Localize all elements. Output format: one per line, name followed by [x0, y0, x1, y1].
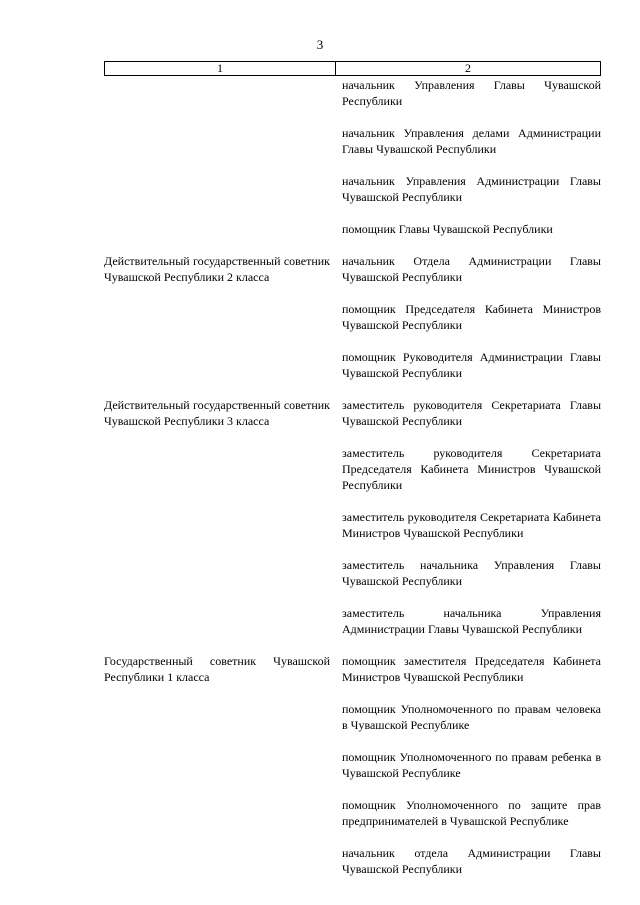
positions-cell [342, 397, 601, 653]
position-item: помощник Руководителя Администрации Главы Чувашской Республики [342, 350, 601, 380]
position-item: помощник Уполномоченного по правам человека в Чувашской Республике [342, 702, 601, 732]
position-item: помощник заместителя Председателя Кабинета Министров Чувашской Республики [342, 654, 601, 684]
table-body [104, 77, 601, 893]
position-item: начальник Управления делами Администрации Главы Чувашской Республики [342, 126, 601, 156]
positions-cell [342, 653, 601, 893]
column-1-header: 1 [105, 62, 336, 75]
positions-cell [342, 253, 601, 397]
table-row [104, 253, 601, 397]
position-item: начальник Отдела Администрации Главы Чувашской Республики [342, 254, 601, 284]
position-item: начальник Управления Главы Чувашской Республики [342, 78, 601, 108]
position-item: помощник Уполномоченного по правам ребенка в Чувашской Республике [342, 750, 601, 780]
position-item: помощник Председателя Кабинета Министров Чувашской Республики [342, 302, 601, 332]
table-row [104, 77, 601, 253]
table-header [104, 61, 601, 76]
positions-cell [342, 77, 601, 253]
table-row [104, 653, 601, 893]
rank-cell: Действительный государственный советник Чувашской Республики 3 класса [104, 398, 330, 428]
table-row [104, 397, 601, 653]
position-item: начальник Управления Администрации Главы Чувашской Республики [342, 174, 601, 204]
rank-cell [104, 77, 342, 253]
rank-cell: Государственный советник Чувашской Республики 1 класса [104, 654, 330, 684]
column-2-header: 2 [465, 61, 471, 75]
position-item: заместитель начальника Управления Главы Чувашской Республики [342, 558, 601, 588]
position-item: заместитель руководителя Секретариата Кабинета Министров Чувашской Республики [342, 510, 601, 540]
position-item: заместитель руководителя Секретариата Председателя Кабинета Министров Чувашской Республики [342, 446, 601, 492]
position-item: помощник Уполномоченного по защите прав предпринимателей в Чувашской Республике [342, 798, 601, 828]
position-item: начальник отдела Администрации Главы Чувашской Республики [342, 846, 601, 876]
position-item: заместитель руководителя Секретариата Главы Чувашской Республики [342, 398, 601, 428]
position-item: заместитель начальника Управления Администрации Главы Чувашской Республики [342, 606, 601, 636]
position-item: помощник Главы Чувашской Республики [342, 222, 553, 236]
page-number: 3 [316, 37, 324, 52]
rank-cell: Действительный государственный советник Чувашской Республики 2 класса [104, 254, 330, 284]
